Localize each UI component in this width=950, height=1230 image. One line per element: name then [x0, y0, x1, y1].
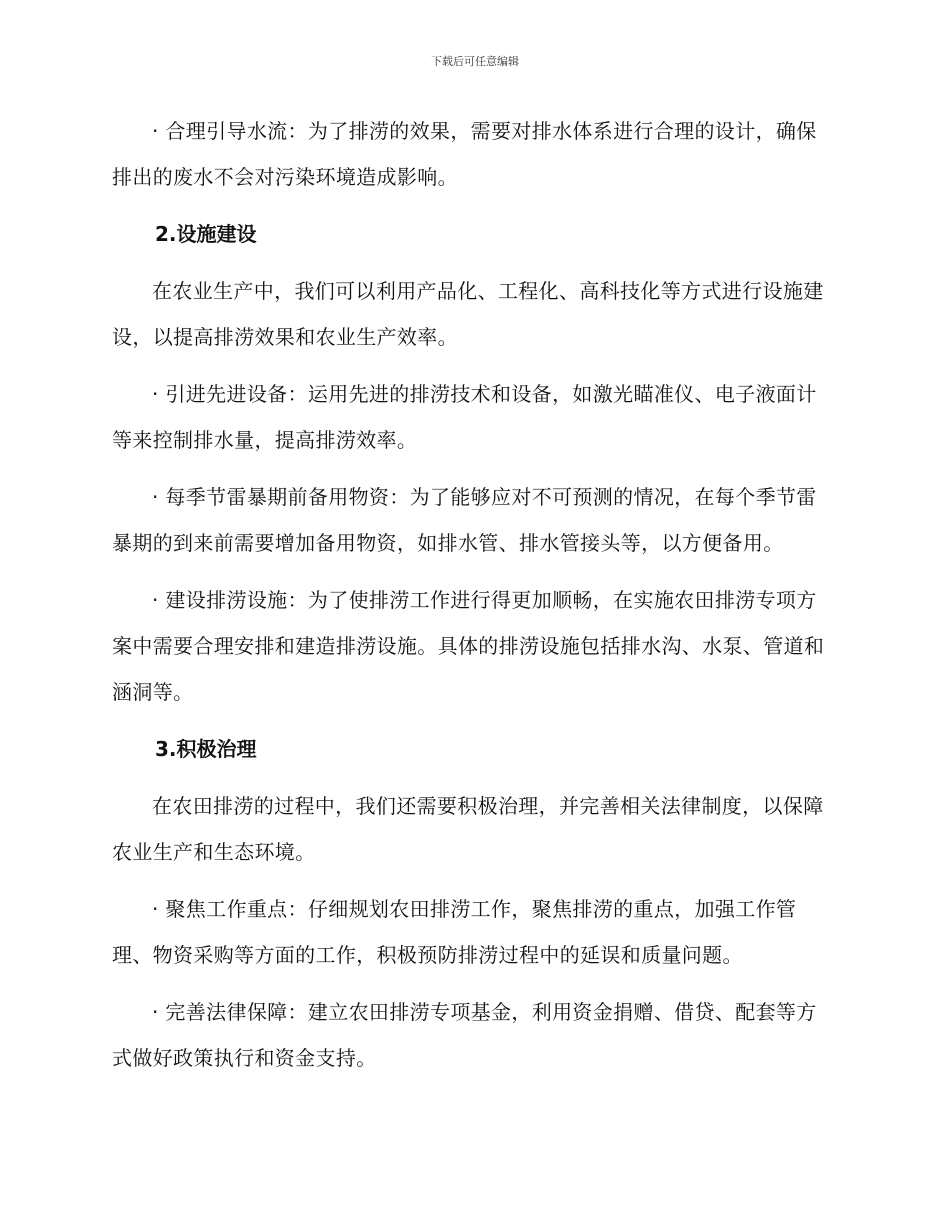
- paragraph-advanced-equipment: · 引进先进设备：运用先进的排涝技术和设备，如激光瞄准仪、电子液面计等来控制排水量，提高排涝效率。: [112, 382, 817, 452]
- paragraph-work-focus: · 聚焦工作重点：仔细规划农田排涝工作，聚焦排涝的重点，加强工作管理、物资采购等方面的工作，积极预防排涝过程中的延误和质量问题。: [112, 897, 797, 967]
- paragraph-reserve-supplies: · 每季节雷暴期前备用物资：为了能够应对不可预测的情况，在每个季节雷暴期的到来前需要增加备用物资，如排水管、排水管接头等，以方便备用。: [112, 485, 817, 555]
- paragraph-governance-intro: 在农田排涝的过程中，我们还需要积极治理，并完善相关法律制度，以保障农业生产和生态环境。: [112, 794, 824, 864]
- paragraph-legal-protection: · 完善法律保障：建立农田排涝专项基金，利用资金捐赠、借贷、配套等方式做好政策执行和资金支持。: [112, 1000, 817, 1070]
- paragraph-drainage-facilities: · 建设排涝设施：为了使排涝工作进行得更加顺畅，在实施农田排涝专项方案中需要合理安排和建造排涝设施。具体的排涝设施包括排水沟、水泵、管道和涵洞等。: [112, 588, 825, 704]
- document-body: [112, 108, 834, 1092]
- paragraph-drainage-guidance: · 合理引导水流：为了排涝的效果，需要对排水体系进行合理的设计，确保排出的废水不会对污染环境造成影响。: [112, 119, 817, 189]
- paragraph-facility-intro: 在农业生产中，我们可以利用产品化、工程化、高科技化等方式进行设施建设，以提高排涝效果和农业生产效率。: [112, 279, 824, 349]
- section-heading-facility-construction: 2.设施建设: [155, 222, 257, 246]
- section-heading-active-governance: 3.积极治理: [155, 737, 257, 761]
- page-header: 下载后可任意编辑: [431, 55, 519, 68]
